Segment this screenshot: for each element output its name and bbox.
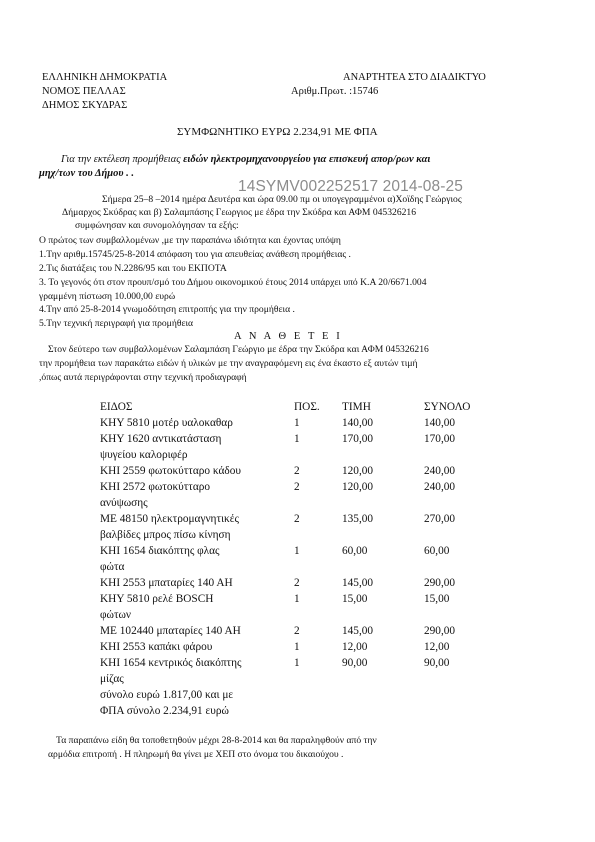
table-row-9-total: 290,00 — [424, 625, 456, 637]
assignment-heading: Α Ν Α Θ Ε Τ Ε Ι — [234, 331, 343, 342]
document-title: ΣΥΜΦΩΝΗΤΙΚΟ ΕΥΡΩ 2.234,91 ΜΕ ΦΠΑ — [177, 126, 378, 138]
subject-plain-text: Για την εκτέλεση προμήθειας — [61, 154, 184, 165]
table-header-price: ΤΙΜΗ — [342, 401, 371, 413]
table-row-3-total: 240,00 — [424, 465, 456, 477]
table-row-3-price: 120,00 — [342, 465, 374, 477]
table-row-1-qty: 1 — [294, 417, 300, 429]
table-row-6-qty: 1 — [294, 545, 300, 557]
table-row-9-qty: 2 — [294, 625, 300, 637]
table-row-8-item-cont: φώτων — [100, 609, 132, 621]
assignment-line-1: Στον δεύτερο των συμβαλλομένων Σαλαμπάση Γεώργιο με έδρα την Σκύδρα και ΑΦΜ 045326216 — [48, 344, 429, 355]
table-row-4-item: ΚΗΙ 2572 φωτοκύτταρο — [100, 481, 211, 493]
table-row-8-qty: 1 — [294, 593, 300, 605]
table-row-5-total: 270,00 — [424, 513, 456, 525]
subject-line-1 — [61, 155, 430, 166]
table-row-11-qty: 1 — [294, 657, 300, 669]
table-header-item: ΕΙΔΟΣ — [100, 401, 133, 413]
table-summary-line-2: ΦΠΑ σύνολο 2.234,91 ευρώ — [100, 705, 229, 717]
closing-line-1: Τα παραπάνω είδη θα τοποθετηθούν μέχρι 28-8-2014 και θα παραληφθούν από την — [56, 735, 377, 746]
protocol-number: Αριθμ.Πρωτ. :15746 — [291, 86, 379, 97]
table-row-7-price: 145,00 — [342, 577, 374, 589]
table-row-8-total: 15,00 — [424, 593, 450, 605]
terms-line-5: γραμμένη πίστωση 10.000,00 ευρώ — [39, 291, 176, 302]
table-row-8-price: 15,00 — [342, 593, 368, 605]
table-row-8-item: ΚΗΥ 5810 ρελέ BOSCH — [100, 593, 214, 605]
table-row-6-total: 60,00 — [424, 545, 450, 557]
subject-line-2: μηχ/των του Δήμου . . — [39, 168, 135, 179]
header-left-line-1: ΕΛΛΗΝΙΚΗ ΔΗΜΟΚΡΑΤΙΑ — [42, 72, 168, 83]
intro-line-1: Σήμερα 25–8 –2014 ημέρα Δευτέρα και ώρα 09.00 πμ οι υπογεγραμμένοι α)Χοϊδης Γεώργιος — [102, 194, 462, 205]
table-summary-line-1: σύνολο ευρώ 1.817,00 και με — [100, 689, 234, 701]
table-row-1-total: 140,00 — [424, 417, 456, 429]
table-row-2-price: 170,00 — [342, 433, 374, 445]
table-row-11-item: ΚΗΙ 1654 κεντρικός διακόπτης — [100, 657, 242, 669]
subject-bold-text: ειδών ηλεκτρομηχανουργείου για επισκευή απορ/ρων και — [183, 154, 431, 165]
table-header-total: ΣΥΝΟΛΟ — [424, 401, 471, 413]
table-row-10-item: ΚΗΙ 2553 καπάκι φάρου — [100, 641, 213, 653]
table-row-10-price: 12,00 — [342, 641, 368, 653]
header-publish-note: ΑΝΑΡΤΗΤΕΑ ΣΤΟ ΔΙΑΔΙΚΤΥΟ — [343, 72, 486, 83]
table-row-2-total: 170,00 — [424, 433, 456, 445]
closing-line-2: αρμόδια επιτροπή . Η πληρωμή θα γίνει με ΧΕΠ στο όνομα του δικαιούχου . — [48, 749, 344, 760]
header-left-line-3: ΔΗΜΟΣ ΣΚΥΔΡΑΣ — [42, 100, 128, 111]
table-row-5-price: 135,00 — [342, 513, 374, 525]
terms-line-1: Ο πρώτος των συμβαλλομένων ,με την παραπάνω ιδιότητα και έχοντας υπόψη — [39, 235, 341, 246]
terms-line-3: 2.Τις διατάξεις του Ν.2286/95 και του ΕΚΠΟΤΑ — [39, 263, 227, 274]
table-row-7-item: ΚΗΙ 2553 μπαταρίες 140 ΑΗ — [100, 577, 233, 589]
intro-line-3: συμφώνησαν και συνομολόγησαν τα εξής: — [75, 220, 239, 231]
table-row-2-qty: 1 — [294, 433, 300, 445]
table-row-5-item-cont: βαλβίδες μπρος πίσω κίνηση — [100, 529, 231, 541]
intro-line-2: Δήμαρχος Σκύδρας και β) Σαλαμπάσης Γεωργιος με έδρα την Σκύδρα και ΑΦΜ 045326216 — [62, 207, 417, 218]
header-left-line-2: ΝΟΜΟΣ ΠΕΛΛΑΣ — [42, 86, 126, 97]
table-row-10-total: 12,00 — [424, 641, 450, 653]
table-row-6-item-cont: φώτα — [100, 561, 125, 573]
table-row-6-price: 60,00 — [342, 545, 368, 557]
assignment-line-3: ,όπως αυτά περιγράφονται στην τεχνική προδιαγραφή — [39, 372, 247, 383]
table-row-5-item: ΜΕ 48150 ηλεκτρομαγνητικές — [100, 513, 239, 525]
table-row-3-qty: 2 — [294, 465, 300, 477]
table-row-7-total: 290,00 — [424, 577, 456, 589]
table-row-11-item-cont: μίζας — [100, 673, 124, 685]
table-row-11-total: 90,00 — [424, 657, 450, 669]
table-row-11-price: 90,00 — [342, 657, 368, 669]
table-row-5-qty: 2 — [294, 513, 300, 525]
table-row-1-item: ΚΗΥ 5810 μοτέρ υαλοκαθαρ — [100, 417, 233, 429]
table-row-4-qty: 2 — [294, 481, 300, 493]
table-row-4-total: 240,00 — [424, 481, 456, 493]
table-row-4-price: 120,00 — [342, 481, 374, 493]
table-row-6-item: ΚΗΙ 1654 διακόπτης φλας — [100, 545, 220, 557]
table-row-2-item-cont: ψυγείου καλοριφέρ — [100, 449, 188, 461]
table-row-1-price: 140,00 — [342, 417, 374, 429]
terms-line-7: 5.Την τεχνική περιγραφή για προμήθεια — [39, 318, 194, 329]
table-row-7-qty: 2 — [294, 577, 300, 589]
terms-line-6: 4.Την από 25-8-2014 γνωμοδότηση επιτροπής για την προμήθεια . — [39, 304, 295, 315]
table-row-10-qty: 1 — [294, 641, 300, 653]
table-row-3-item: ΚΗΙ 2559 φωτοκύτταρο κάδου — [100, 465, 241, 477]
diavgeia-stamp: 14SYMV002252517 2014-08-25 — [238, 178, 463, 195]
terms-line-2: 1.Την αριθμ.15745/25-8-2014 απόφαση του για απευθείας ανάθεση προμήθειας . — [39, 249, 351, 260]
table-row-9-price: 145,00 — [342, 625, 374, 637]
assignment-line-2: την προμήθεια των παρακάτω ειδών ή υλικών με την αναγραφόμενη εις ένα έκαστο εξ αυτών τιμή — [39, 358, 418, 369]
table-row-9-item: ΜΕ 102440 μπαταρίες 140 ΑΗ — [100, 625, 241, 637]
table-header-qty: ΠΟΣ. — [294, 401, 320, 413]
table-row-2-item: ΚΗΥ 1620 αντικατάσταση — [100, 433, 222, 445]
table-row-4-item-cont: ανύψωσης — [100, 497, 148, 509]
terms-line-4: 3. Το γεγονός ότι στον προυπ/σμό του Δήμου οικονομικού έτους 2014 υπάρχει υπό Κ.Α 20/6671.004 — [39, 277, 427, 288]
